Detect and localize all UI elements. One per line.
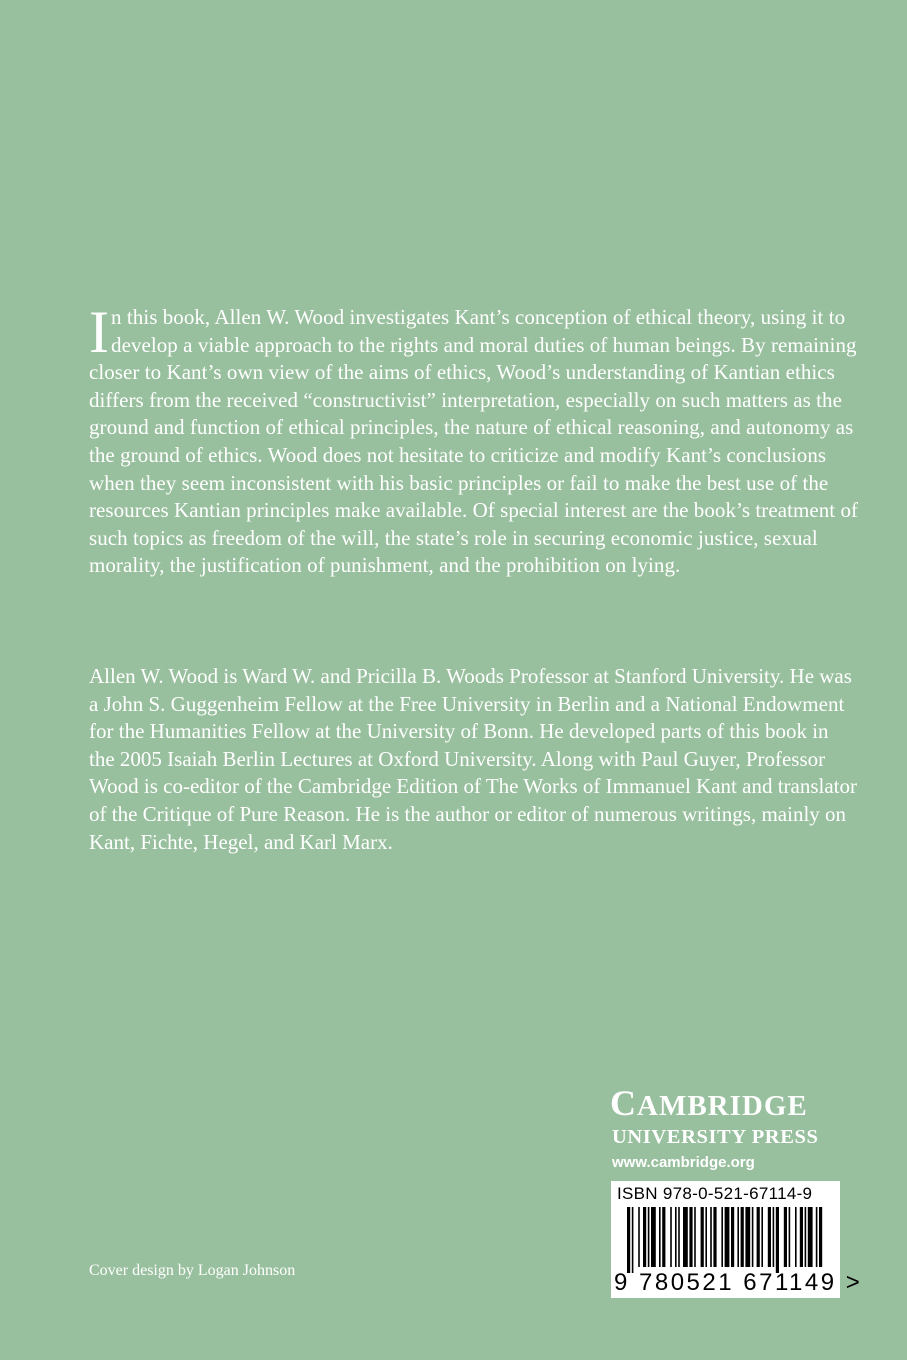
barcode-bar bbox=[643, 1207, 646, 1267]
book-description bbox=[89, 299, 859, 580]
barcode-bar bbox=[710, 1207, 712, 1267]
publisher-name-rest: AMBRIDGE bbox=[637, 1090, 808, 1122]
barcode-bar bbox=[795, 1207, 797, 1267]
barcode-bar bbox=[761, 1207, 763, 1267]
drop-cap: I bbox=[89, 299, 110, 365]
publisher-url: www.cambridge.org bbox=[612, 1154, 755, 1171]
barcode-bar bbox=[737, 1207, 739, 1267]
isbn-label: ISBN 978-0-521-67114-9 bbox=[617, 1184, 813, 1203]
barcode-bar bbox=[721, 1207, 723, 1267]
barcode-bar bbox=[632, 1207, 634, 1273]
barcode-bar bbox=[648, 1207, 650, 1267]
barcode-bar bbox=[651, 1207, 656, 1267]
barcode-bar bbox=[713, 1207, 716, 1267]
barcode-bar bbox=[675, 1207, 677, 1267]
barcode-bar bbox=[741, 1207, 744, 1267]
barcode-bar bbox=[800, 1207, 803, 1267]
barcode-digits: 9 780521 671149 > bbox=[614, 1269, 863, 1296]
barcode-bar bbox=[689, 1207, 692, 1267]
barcode-bar bbox=[678, 1207, 680, 1267]
barcode-bar bbox=[819, 1207, 822, 1267]
barcode-bar bbox=[731, 1207, 734, 1267]
barcode-bar bbox=[776, 1207, 779, 1273]
barcode-bar bbox=[773, 1207, 775, 1267]
isbn-barcode bbox=[611, 1181, 863, 1298]
barcode-bar bbox=[757, 1207, 760, 1267]
cover-design-credit: Cover design by Logan Johnson bbox=[89, 1262, 296, 1279]
barcode-bar bbox=[752, 1207, 754, 1267]
publisher-logo bbox=[610, 1085, 845, 1171]
barcode-bar bbox=[638, 1207, 640, 1267]
barcode-bar bbox=[662, 1207, 665, 1267]
barcode-bar bbox=[768, 1207, 771, 1267]
publisher-name-initial: C bbox=[610, 1083, 637, 1123]
barcode-bar bbox=[725, 1207, 730, 1267]
barcode-bar bbox=[627, 1207, 630, 1273]
barcode-bar bbox=[789, 1207, 791, 1267]
barcode-bar bbox=[816, 1207, 818, 1267]
publisher-subtitle: UNIVERSITY PRESS bbox=[612, 1126, 819, 1148]
barcode-bar bbox=[805, 1207, 807, 1267]
barcode-bar bbox=[701, 1207, 704, 1267]
barcode-bar bbox=[705, 1207, 707, 1267]
barcode-bar bbox=[784, 1207, 787, 1267]
book-description-text: n this book, Allen W. Wood investigates Kant’s conception of ethical theory, using it to develop a viable approach to the rights and moral duties of human beings. By remaining closer to Kant’s own view of the aims of ethics, Wood’s understanding of Kantian ethics differs from the received “constructivist” interpretation, especially on such matters as the ground and function of ethical principles, the nature of ethical reasoning, and autonomy as the ground of ethics. Wood does not hesitate to criticize and modify Kant’s conclusions when they seem inconsistent with his basic principles or fail to make the best use of the resources Kantian principles make available. Of special interest are the book’s treatment of such topics as freedom of the will, the state’s role in securing economic justice, sexual morality, the justification of punishment, and the prohibition on lying. bbox=[89, 305, 859, 578]
publisher-name bbox=[610, 1085, 845, 1124]
author-bio: Allen W. Wood is Ward W. and Pricilla B. Woods Professor at Stanford University. He was a John S. Guggenheim Fellow at the Free University in Berlin and a National Endowment for the Humanities Fellow at the University of Bonn. He developed parts of this book in the 2005 Isaiah Berlin Lectures at Oxford University. Along with Paul Guyer, Professor Wood is co-editor of the Cambridge Edition of The Works of Immanuel Kant and translator of the Critique of Pure Reason. He is the author or editor of numerous writings, mainly on Kant, Fichte, Hegel, and Karl Marx. bbox=[89, 664, 857, 854]
barcode-bar bbox=[694, 1207, 696, 1267]
barcode-bar bbox=[659, 1207, 661, 1267]
barcode-bar bbox=[808, 1207, 813, 1267]
barcode-bar bbox=[670, 1207, 672, 1267]
barcode-bar bbox=[683, 1207, 688, 1267]
barcode-bar bbox=[745, 1207, 750, 1267]
